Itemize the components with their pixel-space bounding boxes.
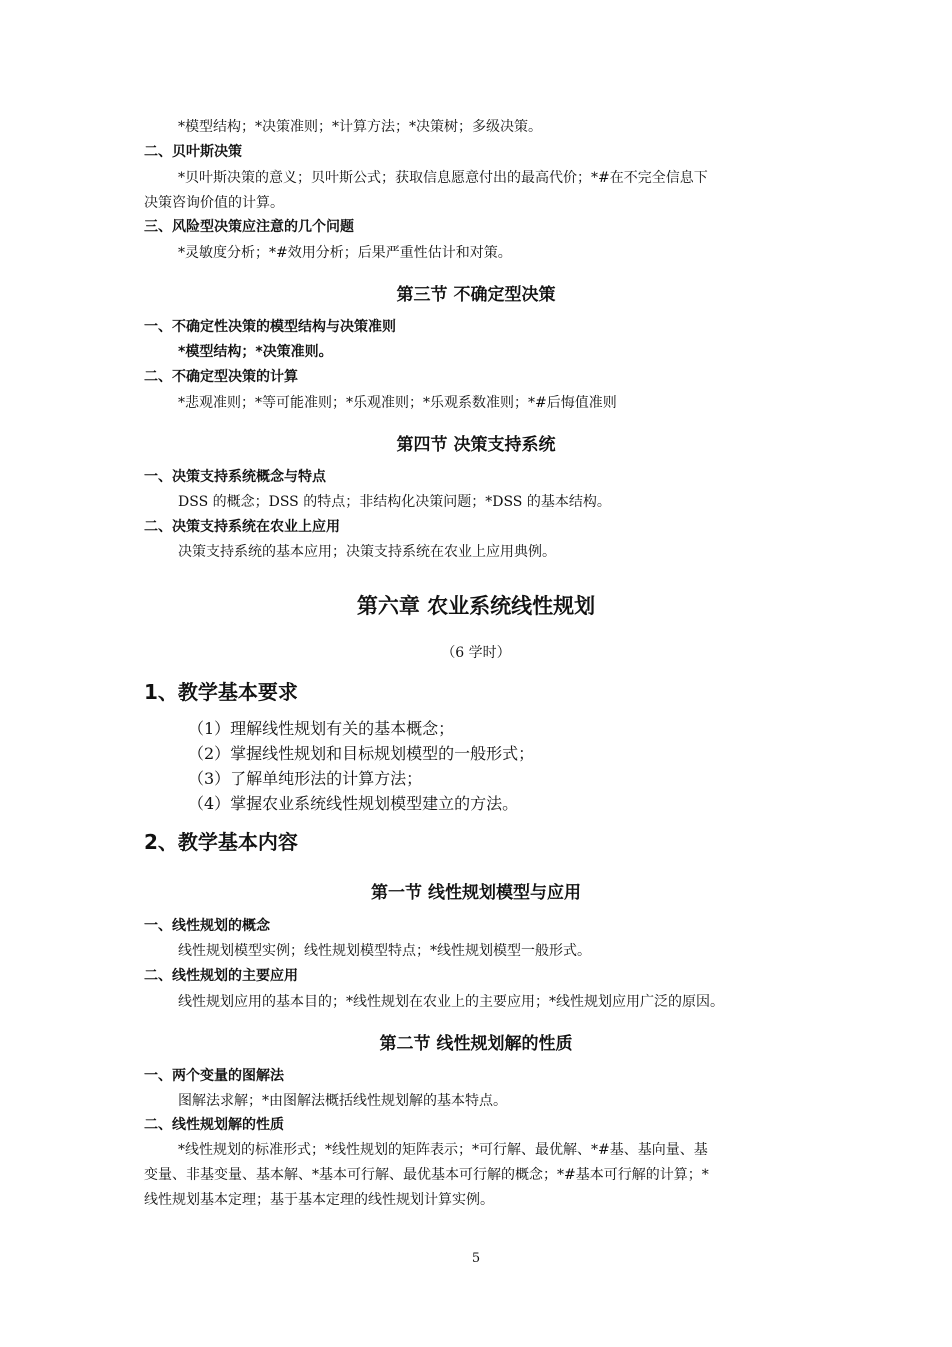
page-number: 5	[471, 1251, 481, 1266]
subheading: 一、线性规划的概念	[144, 918, 270, 934]
section-heading: 第二节 线性规划解的性质	[379, 1034, 573, 1054]
subheading: 一、不确定性决策的模型结构与决策准则	[144, 319, 396, 335]
subheading: 二、决策支持系统在农业上应用	[144, 519, 340, 535]
list-item: （1）理解线性规划有关的基本概念；	[188, 719, 455, 738]
paragraph-line: 决策支持系统的基本应用；决策支持系统在农业上应用典例。	[178, 544, 556, 560]
paragraph-line: 线性规划基本定理；基于基本定理的线性规划计算实例。	[144, 1192, 494, 1208]
section-heading: 第三节 不确定型决策	[396, 285, 556, 305]
chapter-hours: （6 学时）	[441, 645, 511, 661]
paragraph-line: *模型结构；*决策准则。	[178, 344, 333, 360]
list-item: （2）掌握线性规划和目标规划模型的一般形式；	[188, 744, 535, 763]
paragraph-line: 变量、非基变量、基本解、*基本可行解、最优基本可行解的概念；*#基本可行解的计算；*	[144, 1167, 709, 1183]
paragraph-line: *贝叶斯决策的意义；贝叶斯公式；获取信息愿意付出的最高代价；*#在不完全信息下	[178, 170, 708, 186]
section-heading-large: 1、教学基本要求	[144, 680, 298, 704]
subheading: 一、两个变量的图解法	[144, 1068, 284, 1084]
subheading: 二、线性规划解的性质	[144, 1117, 284, 1133]
subheading: 二、贝叶斯决策	[144, 144, 242, 160]
subheading: 三、风险型决策应注意的几个问题	[144, 219, 354, 235]
paragraph-line: *模型结构；*决策准则；*计算方法；*决策树；多级决策。	[178, 119, 542, 135]
chapter-title: 第六章 农业系统线性规划	[356, 594, 596, 618]
paragraph-line: *悲观准则；*等可能准则；*乐观准则；*乐观系数准则；*#后悔值准则	[178, 395, 617, 411]
paragraph-line: 决策咨询价值的计算。	[144, 195, 284, 211]
section-heading-large: 2、教学基本内容	[144, 830, 298, 854]
paragraph-line: 线性规划应用的基本目的；*线性规划在农业上的主要应用；*线性规划应用广泛的原因。	[178, 994, 724, 1010]
paragraph-line: 线性规划模型实例；线性规划模型特点；*线性规划模型一般形式。	[178, 943, 591, 959]
paragraph-line: DSS 的概念；DSS 的特点；非结构化决策问题；*DSS 的基本结构。	[178, 494, 611, 510]
list-item: （4）掌握农业系统线性规划模型建立的方法。	[188, 794, 519, 813]
section-heading: 第四节 决策支持系统	[396, 435, 556, 455]
subheading: 一、决策支持系统概念与特点	[144, 469, 326, 485]
subheading: 二、线性规划的主要应用	[144, 968, 298, 984]
subheading: 二、不确定型决策的计算	[144, 369, 298, 385]
paragraph-line: 图解法求解；*由图解法概括线性规划解的基本特点。	[178, 1093, 507, 1109]
paragraph-line: *线性规划的标准形式；*线性规划的矩阵表示；*可行解、最优解、*#基、基向量、基	[178, 1142, 708, 1158]
section-heading: 第一节 线性规划模型与应用	[371, 883, 581, 903]
list-item: （3）了解单纯形法的计算方法；	[188, 769, 423, 788]
paragraph-line: *灵敏度分析；*#效用分析；后果严重性估计和对策。	[178, 245, 512, 261]
